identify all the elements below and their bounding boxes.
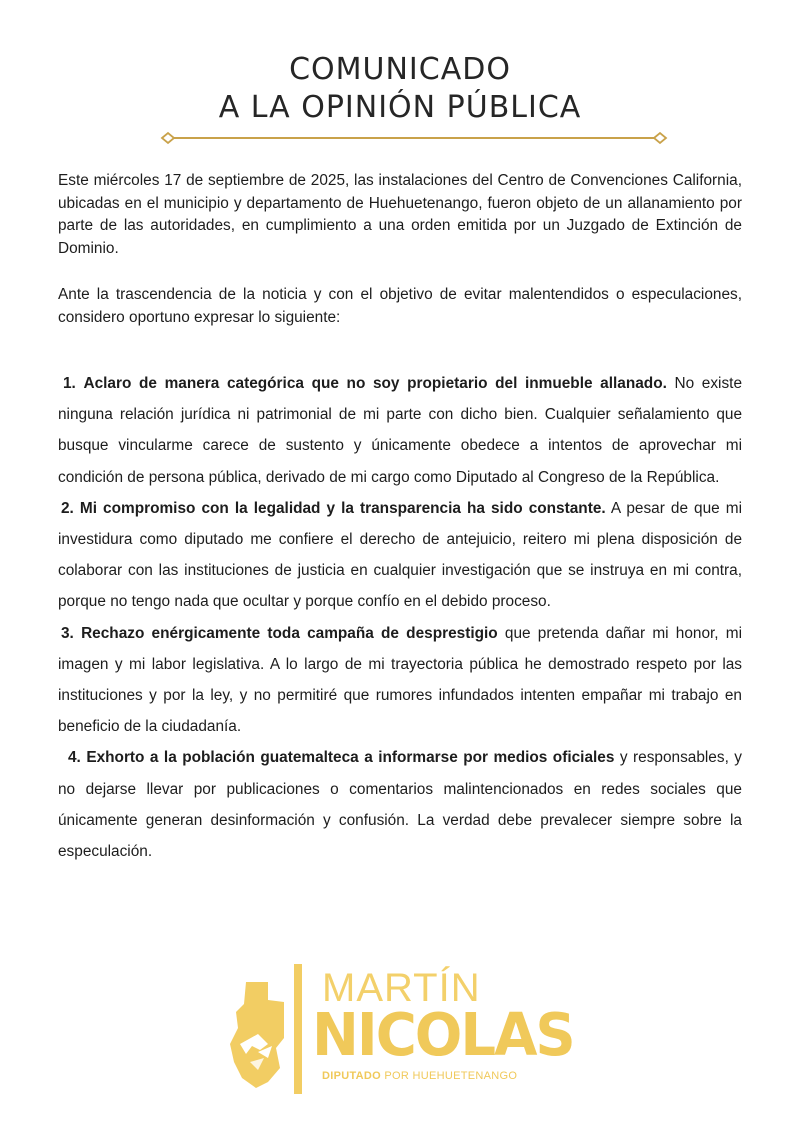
logo-vertical-bar (294, 964, 302, 1094)
point-item (58, 618, 742, 743)
point-number: 4. (68, 749, 81, 767)
point-number: 3. (61, 624, 74, 642)
point-text: que pretenda dañar mi honor, mi imagen y mi labor legislativa. A lo largo de mi trayectoria pública he demostrado respeto por las instituciones y por la ley, y no permitiré que rumores infundados intenten empañar mi trabajo en beneficio de la ciudadanía. (58, 624, 742, 736)
point-item (58, 742, 742, 867)
point-text: A pesar de que mi investidura como diputado me confiere el derecho de antejuicio, reitero mi plena disposición de colaborar con las instituciones de justicia en cualquier investigación que se instruya en mi contra, porque no tengo nada que ocultar y porque confío en el debido proceso. (58, 499, 743, 611)
title-divider (160, 130, 668, 146)
logo-last-name: NICOLAS (312, 1001, 574, 1070)
point-lead: Rechazo enérgicamente toda campaña de desprestigio (81, 624, 498, 642)
guatemala-map-icon (228, 978, 288, 1090)
points-list (58, 368, 742, 867)
point-lead: Exhorto a la población guatemalteca a informarse por medios oficiales (86, 749, 615, 767)
logo-first-name: MARTÍN (322, 966, 481, 1010)
intro-paragraph: Este miércoles 17 de septiembre de 2025, las instalaciones del Centro de Convenciones California, ubicadas en el municipio y departamento de Huehuetenango, fueron objeto de un allanamiento por parte de las autoridades, en cumplimiento a una orden emitida por un Juzgado de Extinción de Dominio. (58, 172, 742, 257)
intro-statement: Ante la trascendencia de la noticia y con el objetivo de evitar malentendidos o especulaciones, considero oportuno expresar lo siguiente: (58, 286, 742, 326)
logo-subtitle (322, 1070, 517, 1082)
point-text: y responsables, y no dejarse llevar por publicaciones o comentarios malintencionados en redes sociales que únicamente generan desinformación y confusión. La verdad debe prevalecer siempre sobre la especulación. (58, 749, 742, 861)
point-text: No existe ninguna relación jurídica ni patrimonial de mi parte con dicho bien. Cualquier señalamiento que busque vincularme carece de sustento y únicamente obedece a intentos de aprovechar mi condición de persona pública, derivado de mi cargo como Diputado al Congreso de la República. (58, 375, 742, 486)
logo-district: POR HUEHUETENANGO (384, 1070, 518, 1082)
logo-role: DIPUTADO (322, 1070, 382, 1082)
point-number: 2. (61, 499, 74, 517)
page-title-line2: A LA OPINIÓN PÚBLICA (218, 90, 582, 125)
point-item (58, 493, 742, 618)
point-lead: Aclaro de manera categórica que no soy propietario del inmueble allanado. (83, 375, 667, 392)
point-item (58, 368, 742, 493)
point-number: 1. (63, 375, 76, 392)
signature-logo (228, 960, 574, 1100)
divider-right-diamond-icon (654, 133, 666, 143)
divider-left-diamond-icon (162, 133, 174, 143)
page-title-line1: COMUNICADO (289, 52, 511, 87)
point-lead: Mi compromiso con la legalidad y la transparencia ha sido constante. (79, 499, 606, 517)
